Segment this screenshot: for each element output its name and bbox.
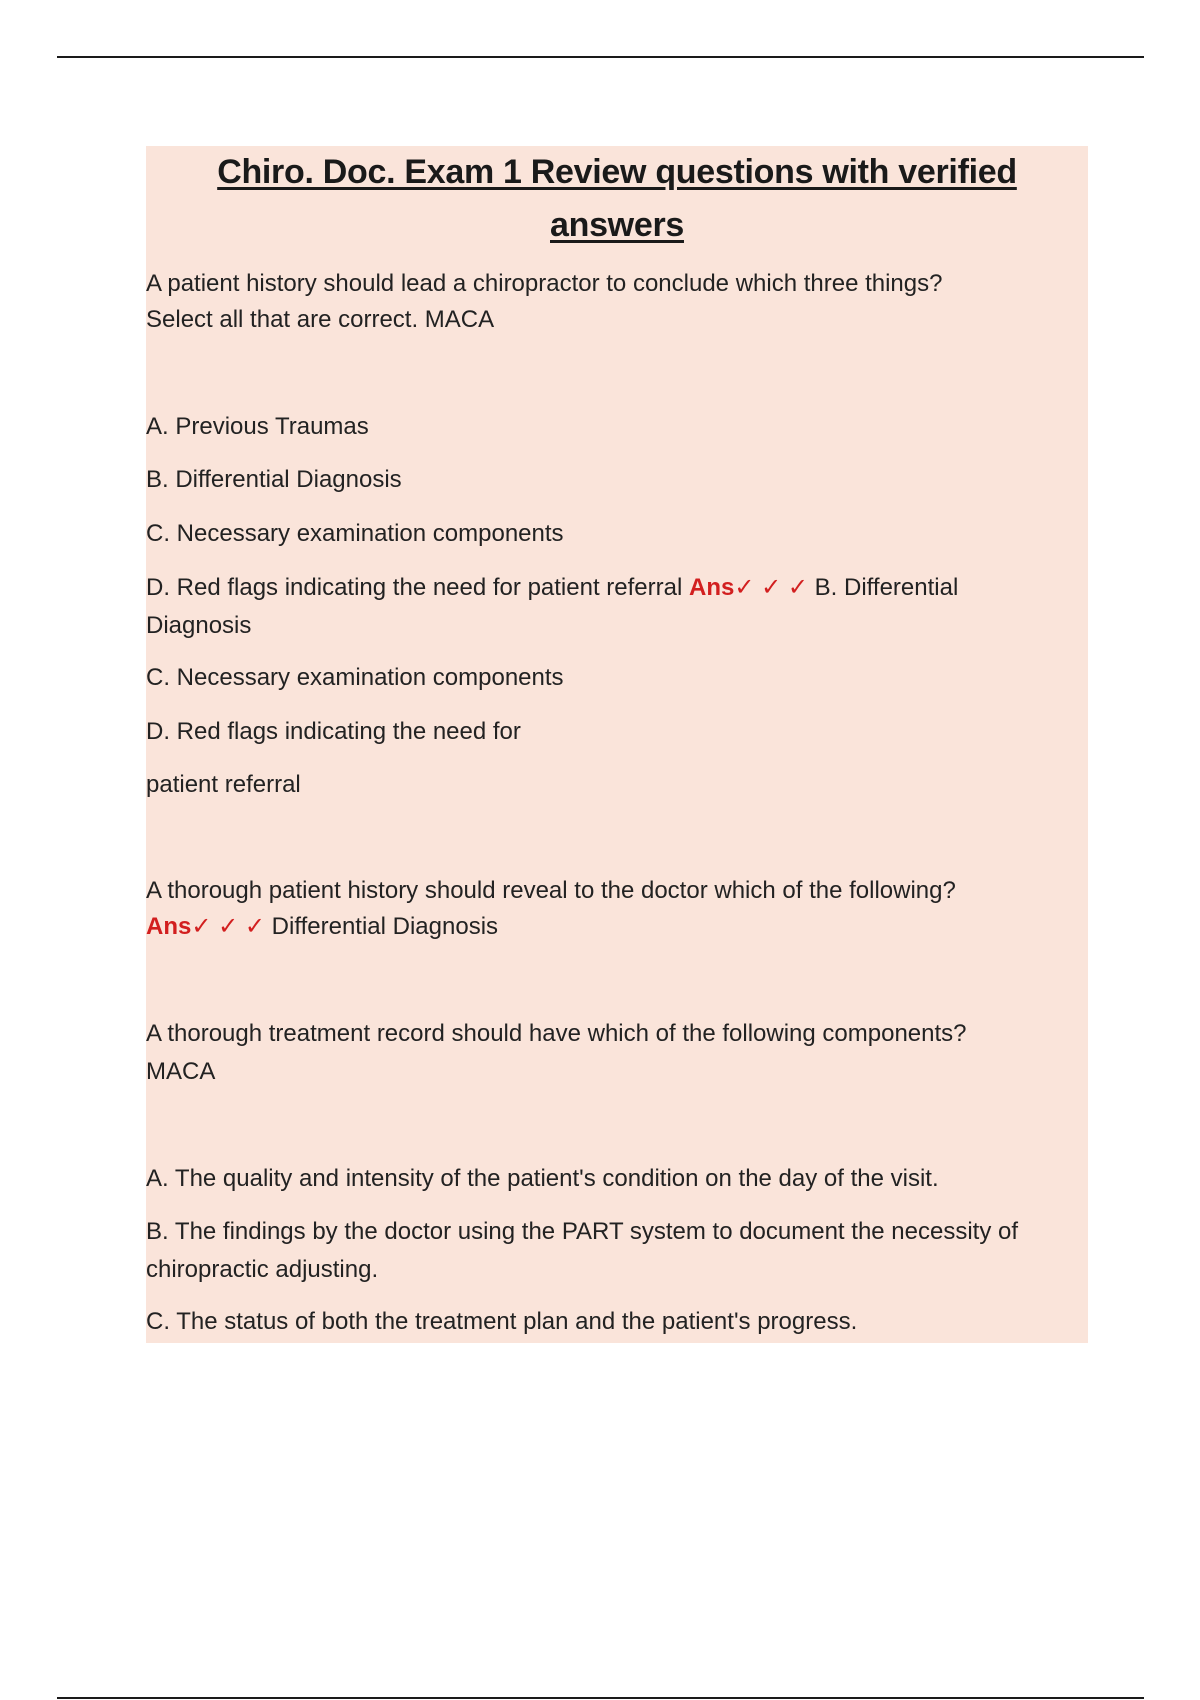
q1-option-b: B. Differential Diagnosis xyxy=(146,466,402,493)
answer-label: Ans xyxy=(688,574,735,601)
q3-stem-line2: MACA xyxy=(146,1058,216,1085)
q3-option-a: A. The quality and intensity of the patient's condition on the day of the visit. xyxy=(146,1165,939,1192)
document-body xyxy=(146,146,1088,1343)
answer-label: Ans xyxy=(146,913,192,940)
q3-option-b-line2: chiropractic adjusting. xyxy=(146,1256,379,1283)
q3-option-c: C. The status of both the treatment plan and the patient's progress. xyxy=(146,1308,858,1335)
header-rule xyxy=(57,56,1144,58)
q3-option-b-line1: B. The findings by the doctor using the PART system to document the necessity of xyxy=(146,1218,1019,1245)
q1-option-d-with-answer xyxy=(146,569,1081,606)
footer-rule xyxy=(57,1697,1144,1699)
q1-answer-c: C. Necessary examination components xyxy=(146,664,564,691)
q1-answer-d-line1: D. Red flags indicating the need for xyxy=(146,718,521,745)
document-title: Chiro. Doc. Exam 1 Review questions with verified answers xyxy=(217,153,1017,244)
q1-answer-part1: B. Differential xyxy=(808,574,959,601)
q1-answer-part2: Diagnosis xyxy=(146,612,252,639)
answer-checkmarks: ✓ ✓ ✓ xyxy=(191,913,266,940)
q1-option-d: D. Red flags indicating the need for patient referral xyxy=(146,574,683,601)
q1-answer-d-line2: patient referral xyxy=(146,771,301,798)
q1-option-c: C. Necessary examination components xyxy=(146,520,564,547)
q2-answer-line xyxy=(146,908,1081,945)
q1-option-a: A. Previous Traumas xyxy=(146,413,369,440)
answer-checkmarks: ✓ ✓ ✓ xyxy=(734,574,808,601)
q1-stem-line1: A patient history should lead a chiropractor to conclude which three things? xyxy=(146,270,943,297)
q2-stem: A thorough patient history should reveal to the doctor which of the following? xyxy=(146,877,956,904)
q2-answer: Differential Diagnosis xyxy=(265,913,499,940)
q1-stem-line2: Select all that are correct. MACA xyxy=(146,306,495,333)
q3-stem-line1: A thorough treatment record should have which of the following components? xyxy=(146,1020,967,1047)
